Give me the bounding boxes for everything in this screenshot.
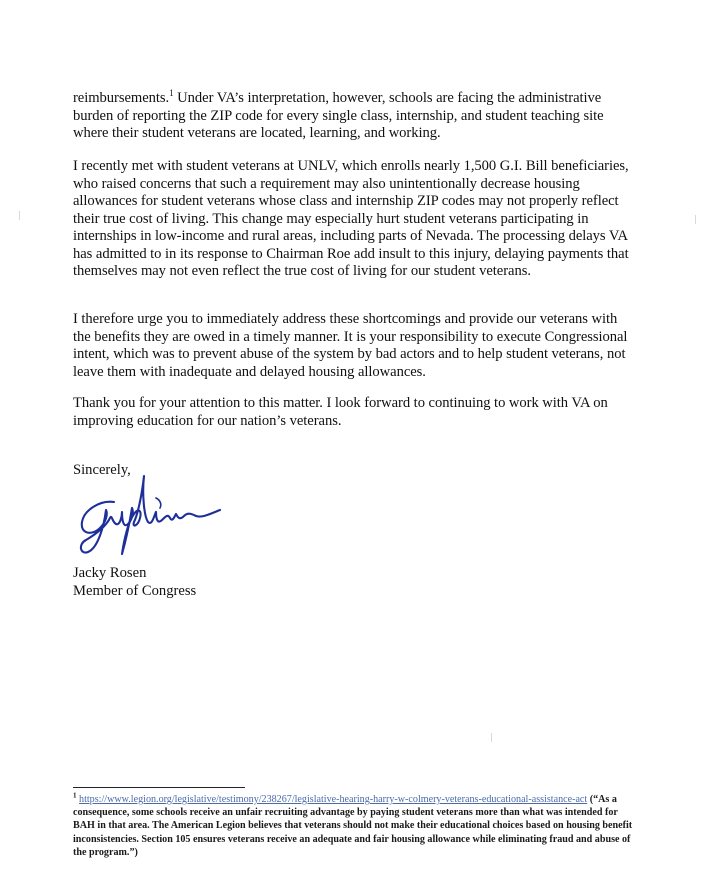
signer-title: Member of Congress (73, 582, 197, 599)
footnote (73, 793, 633, 859)
paragraph-thank-you: Thank you for your attention to this matter. I look forward to continuing to work with VA on improving education for our nation’s veterans. (73, 395, 608, 429)
footnote-reference[interactable]: 1 (169, 88, 174, 99)
scan-mark (19, 211, 20, 220)
handwritten-signature (70, 470, 240, 565)
scan-mark (491, 733, 492, 742)
closing-salutation: Sincerely, (73, 462, 131, 478)
signer-block (73, 565, 196, 600)
paragraph-reimbursements (73, 90, 631, 143)
signer-name: Jacky Rosen (73, 565, 147, 581)
paragraph-reimbursements-rest: Under VA’s interpretation, however, schools are facing the administrative burden of reporting the ZIP code for every single class, internship, and student teaching site where their student veterans are located, learning, and working. (73, 90, 604, 141)
paragraph-unlv-meeting: I recently met with student veterans at UNLV, which enrolls nearly 1,500 G.I. Bill beneficiaries, who raised concerns that such a requirement may also unintentionally decrease housing allowances for student veterans whose class and internship ZIP codes may not properly reflect their true cost of living. This change may especially hurt student veterans participating in internships in low-income and rural areas, including parts of Nevada. The processing delays VA has admitted to in its response to Chairman Roe add insult to this injury, delaying payments that themselves may not even reflect the true cost of living for our student veterans. (73, 158, 629, 279)
footnote-quote: (“As a consequence, some schools receive an unfair recruiting advantage by paying student veterans more than what was intended for BAH in that area. The American Legion believes that veterans should not make their educational choices based on housing benefit inconsistencies. Section 105 ensures veterans receive an adequate and fair housing allowance while eliminating fraud and abuse of the program.”) (73, 794, 633, 858)
footnote-number: 1 (73, 791, 77, 800)
footnote-link[interactable]: https://www.legion.org/legislative/testimony/238267/legislative-hearing-harry-w-colmery-veterans-educational-assistance-act (79, 794, 588, 805)
paragraph-urge-action: I therefore urge you to immediately address these shortcomings and provide our veterans with the benefits they are owed in a timely manner. It is your responsibility to execute Congressional intent, which was to prevent abuse of the system by bad actors and to help student veterans, not leave them with inadequate and delayed housing allowances. (73, 311, 628, 380)
scan-mark (695, 215, 696, 224)
footnote-divider (73, 787, 245, 788)
paragraph-reimbursements-start: reimbursements. (73, 90, 170, 106)
